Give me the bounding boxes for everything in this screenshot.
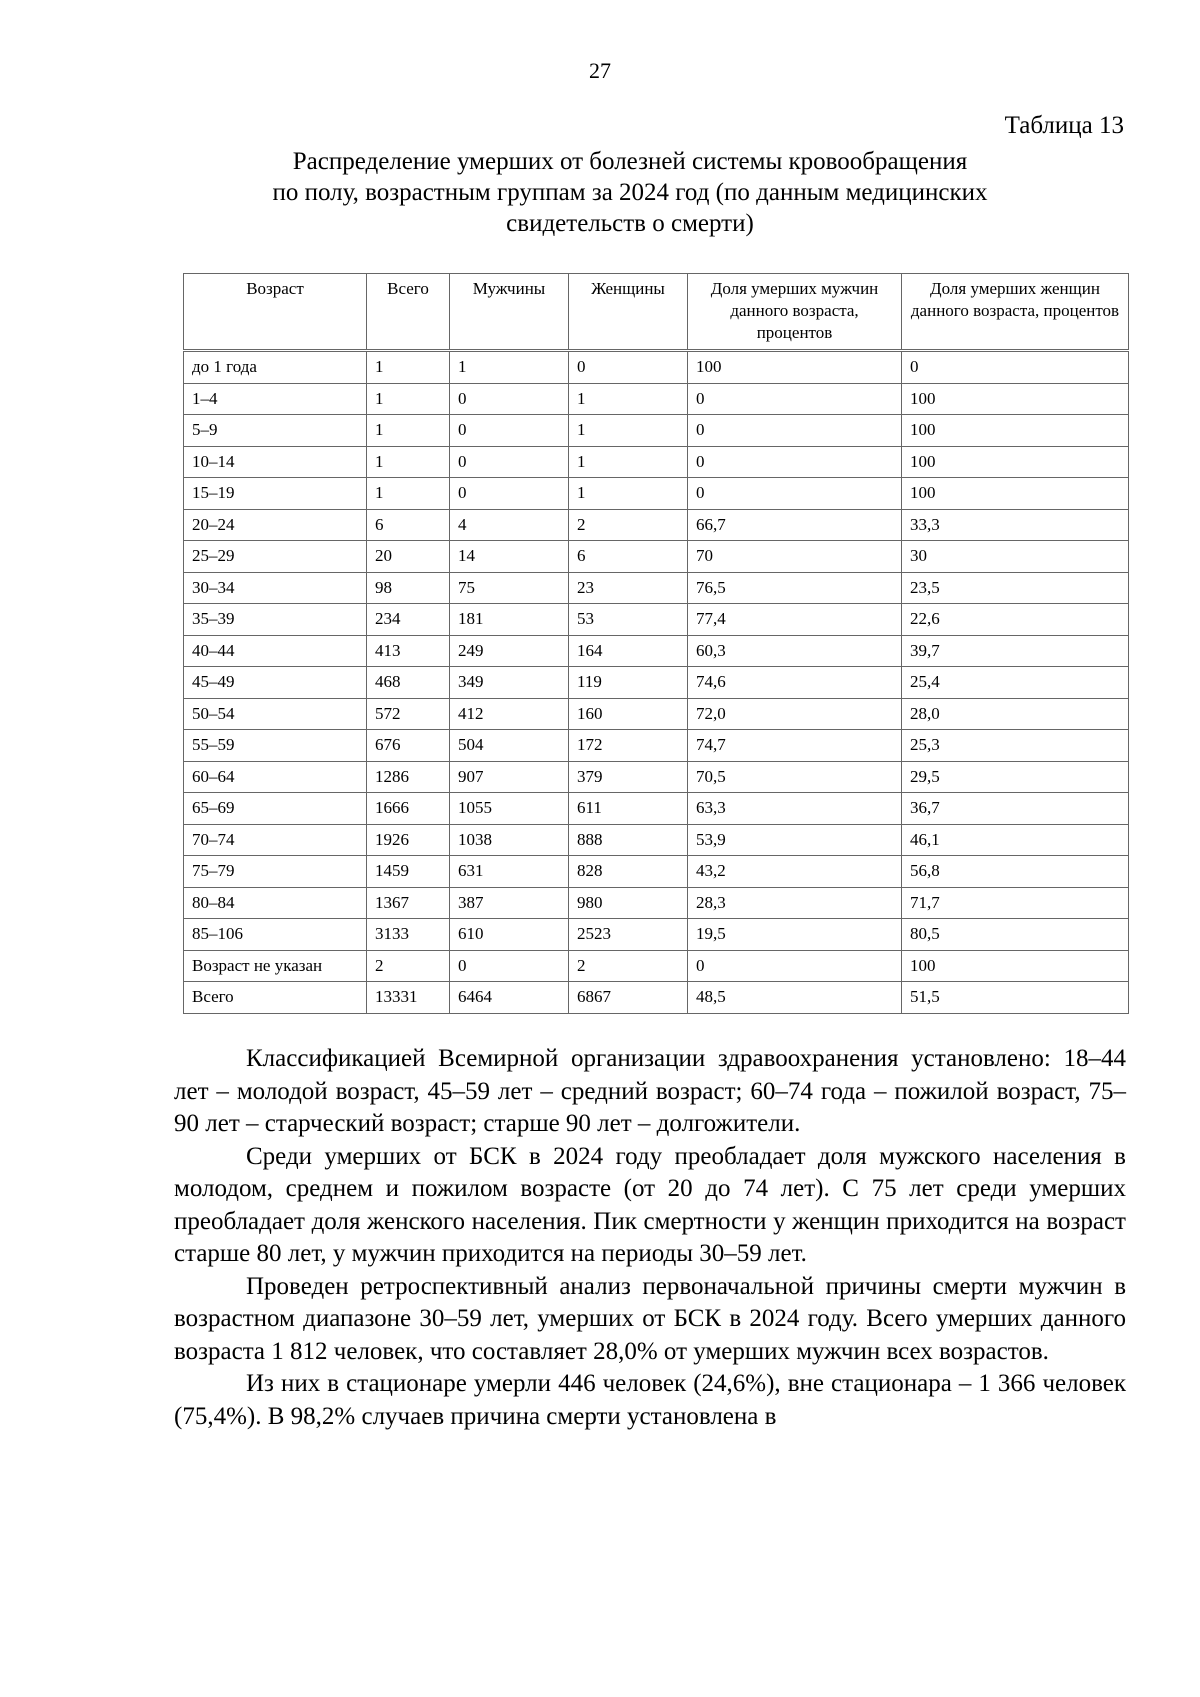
cell-men: 4 xyxy=(450,509,569,541)
cell-total: 1 xyxy=(367,351,450,384)
cell-women-share: 25,4 xyxy=(902,667,1129,699)
table-row xyxy=(184,950,1129,982)
cell-age: 50–54 xyxy=(184,698,367,730)
cell-men: 504 xyxy=(450,730,569,762)
cell-men-share: 74,6 xyxy=(688,667,902,699)
cell-men: 1038 xyxy=(450,824,569,856)
cell-total: 572 xyxy=(367,698,450,730)
cell-total: 13331 xyxy=(367,982,450,1014)
cell-age: 45–49 xyxy=(184,667,367,699)
cell-women: 611 xyxy=(569,793,688,825)
cell-age: до 1 года xyxy=(184,351,367,384)
table-label: Таблица 13 xyxy=(1004,112,1124,139)
cell-total: 1 xyxy=(367,383,450,415)
cell-men-share: 19,5 xyxy=(688,919,902,951)
table-row xyxy=(184,730,1129,762)
cell-men-share: 43,2 xyxy=(688,856,902,888)
cell-women-share: 100 xyxy=(902,950,1129,982)
cell-men-share: 48,5 xyxy=(688,982,902,1014)
cell-women-share: 51,5 xyxy=(902,982,1129,1014)
table-row xyxy=(184,478,1129,510)
cell-total: 1367 xyxy=(367,887,450,919)
cell-total: 2 xyxy=(367,950,450,982)
cell-men-share: 63,3 xyxy=(688,793,902,825)
cell-men: 631 xyxy=(450,856,569,888)
table-title-line: по полу, возрастным группам за 2024 год (по данным медицинских xyxy=(272,179,988,206)
cell-men-share: 66,7 xyxy=(688,509,902,541)
cell-women: 53 xyxy=(569,604,688,636)
cell-men-share: 74,7 xyxy=(688,730,902,762)
cell-age: 60–64 xyxy=(184,761,367,793)
table-title-line: свидетельств о смерти) xyxy=(506,210,754,237)
cell-women-share: 71,7 xyxy=(902,887,1129,919)
cell-total: 1666 xyxy=(367,793,450,825)
cell-men: 387 xyxy=(450,887,569,919)
table-row xyxy=(184,509,1129,541)
header-age: Возраст xyxy=(184,274,367,351)
cell-total: 6 xyxy=(367,509,450,541)
cell-total: 1926 xyxy=(367,824,450,856)
table-row xyxy=(184,761,1129,793)
cell-men: 412 xyxy=(450,698,569,730)
cell-age: 70–74 xyxy=(184,824,367,856)
cell-total: 20 xyxy=(367,541,450,573)
cell-age: 10–14 xyxy=(184,446,367,478)
table-title xyxy=(170,146,1090,239)
cell-women: 0 xyxy=(569,351,688,384)
table-row xyxy=(184,887,1129,919)
cell-men-share: 0 xyxy=(688,415,902,447)
table-row xyxy=(184,667,1129,699)
table-row xyxy=(184,856,1129,888)
cell-age: 65–69 xyxy=(184,793,367,825)
table-row xyxy=(184,572,1129,604)
cell-age: 5–9 xyxy=(184,415,367,447)
cell-age: 1–4 xyxy=(184,383,367,415)
cell-women: 23 xyxy=(569,572,688,604)
cell-women: 1 xyxy=(569,446,688,478)
cell-women-share: 25,3 xyxy=(902,730,1129,762)
paragraph: Из них в стационаре умерли 446 человек (24,6%), вне стационара – 1 366 человек (75,4%). В 98,2% случаев причина смерти установлена в xyxy=(174,1370,1126,1430)
cell-women: 172 xyxy=(569,730,688,762)
cell-men: 0 xyxy=(450,446,569,478)
cell-age: 85–106 xyxy=(184,919,367,951)
cell-women: 1 xyxy=(569,478,688,510)
table-row xyxy=(184,446,1129,478)
cell-total: 234 xyxy=(367,604,450,636)
cell-men-share: 60,3 xyxy=(688,635,902,667)
cell-men: 349 xyxy=(450,667,569,699)
table-row xyxy=(184,541,1129,573)
cell-women: 379 xyxy=(569,761,688,793)
table-row xyxy=(184,635,1129,667)
header-women: Женщины xyxy=(569,274,688,351)
cell-women-share: 80,5 xyxy=(902,919,1129,951)
cell-men: 0 xyxy=(450,950,569,982)
cell-men: 181 xyxy=(450,604,569,636)
cell-women-share: 39,7 xyxy=(902,635,1129,667)
body-text xyxy=(174,1043,1126,1433)
cell-women-share: 29,5 xyxy=(902,761,1129,793)
cell-men-share: 0 xyxy=(688,446,902,478)
cell-age: 25–29 xyxy=(184,541,367,573)
cell-total: 468 xyxy=(367,667,450,699)
cell-women-share: 100 xyxy=(902,446,1129,478)
cell-men: 75 xyxy=(450,572,569,604)
cell-men: 14 xyxy=(450,541,569,573)
cell-women: 2 xyxy=(569,509,688,541)
table-row xyxy=(184,919,1129,951)
header-total: Всего xyxy=(367,274,450,351)
cell-men-share: 70,5 xyxy=(688,761,902,793)
cell-women: 828 xyxy=(569,856,688,888)
cell-women-share: 22,6 xyxy=(902,604,1129,636)
cell-women-share: 56,8 xyxy=(902,856,1129,888)
header-men: Мужчины xyxy=(450,274,569,351)
cell-men: 1055 xyxy=(450,793,569,825)
cell-women: 888 xyxy=(569,824,688,856)
cell-women-share: 100 xyxy=(902,415,1129,447)
cell-men: 1 xyxy=(450,351,569,384)
page-number: 27 xyxy=(589,58,611,83)
cell-women-share: 36,7 xyxy=(902,793,1129,825)
cell-women: 160 xyxy=(569,698,688,730)
paragraph: Среди умерших от БСК в 2024 году преобладает доля мужского населения в молодом, среднем и пожилом возрасте (от 20 до 74 лет). С 75 лет среди умерших преобладает доля женского населения. Пик смертности у женщин приходится на возраст старше 80 лет, у мужчин приходится на периоды 30–59 лет. xyxy=(174,1142,1126,1267)
cell-men: 0 xyxy=(450,415,569,447)
cell-women-share: 23,5 xyxy=(902,572,1129,604)
cell-women: 6867 xyxy=(569,982,688,1014)
table-title-line: Распределение умерших от болезней системы кровообращения xyxy=(292,148,968,175)
cell-age: 15–19 xyxy=(184,478,367,510)
cell-men-share: 0 xyxy=(688,950,902,982)
cell-men-share: 0 xyxy=(688,478,902,510)
cell-age: 20–24 xyxy=(184,509,367,541)
cell-women: 2523 xyxy=(569,919,688,951)
table-row xyxy=(184,982,1129,1014)
cell-women: 6 xyxy=(569,541,688,573)
cell-women-share: 33,3 xyxy=(902,509,1129,541)
cell-women: 164 xyxy=(569,635,688,667)
cell-men: 610 xyxy=(450,919,569,951)
cell-age: 35–39 xyxy=(184,604,367,636)
cell-men-share: 100 xyxy=(688,351,902,384)
cell-women-share: 28,0 xyxy=(902,698,1129,730)
cell-men-share: 77,4 xyxy=(688,604,902,636)
cell-total: 98 xyxy=(367,572,450,604)
cell-women-share: 46,1 xyxy=(902,824,1129,856)
table-row xyxy=(184,351,1129,384)
cell-women: 980 xyxy=(569,887,688,919)
table-row xyxy=(184,383,1129,415)
cell-total: 1459 xyxy=(367,856,450,888)
paragraph: Классификацией Всемирной организации здравоохранения установлено: 18–44 лет – молодой возраст, 45–59 лет – средний возраст; 60–74 года – пожилой возраст, 75–90 лет – старческий возраст; старше 90 лет – долгожители. xyxy=(174,1045,1126,1137)
table-row xyxy=(184,415,1129,447)
table-header-row xyxy=(184,274,1129,351)
cell-age: 40–44 xyxy=(184,635,367,667)
cell-women: 2 xyxy=(569,950,688,982)
cell-age: Возраст не указан xyxy=(184,950,367,982)
cell-total: 1 xyxy=(367,446,450,478)
mortality-table xyxy=(183,273,1129,1014)
cell-men-share: 70 xyxy=(688,541,902,573)
cell-men-share: 76,5 xyxy=(688,572,902,604)
cell-total: 413 xyxy=(367,635,450,667)
table-row xyxy=(184,824,1129,856)
cell-women-share: 30 xyxy=(902,541,1129,573)
cell-women: 1 xyxy=(569,383,688,415)
cell-total: 676 xyxy=(367,730,450,762)
cell-age: Всего xyxy=(184,982,367,1014)
table-body xyxy=(184,351,1129,1014)
paragraph: Проведен ретроспективный анализ первоначальной причины смерти мужчин в возрастном диапазоне 30–59 лет, умерших от БСК в 2024 году. Всего умерших данного возраста 1 812 человек, что составляет 28,0% от умерших мужчин всех возрастов. xyxy=(174,1272,1126,1365)
table-row xyxy=(184,793,1129,825)
table-row xyxy=(184,698,1129,730)
cell-total: 3133 xyxy=(367,919,450,951)
cell-men: 0 xyxy=(450,478,569,510)
cell-men: 6464 xyxy=(450,982,569,1014)
cell-men-share: 53,9 xyxy=(688,824,902,856)
cell-men: 907 xyxy=(450,761,569,793)
cell-total: 1 xyxy=(367,415,450,447)
cell-age: 55–59 xyxy=(184,730,367,762)
cell-women: 119 xyxy=(569,667,688,699)
cell-men-share: 72,0 xyxy=(688,698,902,730)
cell-women-share: 100 xyxy=(902,478,1129,510)
cell-men: 0 xyxy=(450,383,569,415)
cell-age: 80–84 xyxy=(184,887,367,919)
cell-men-share: 0 xyxy=(688,383,902,415)
table-row xyxy=(184,604,1129,636)
cell-total: 1286 xyxy=(367,761,450,793)
cell-men-share: 28,3 xyxy=(688,887,902,919)
cell-women-share: 0 xyxy=(902,351,1129,384)
cell-total: 1 xyxy=(367,478,450,510)
cell-age: 75–79 xyxy=(184,856,367,888)
cell-women: 1 xyxy=(569,415,688,447)
cell-men: 249 xyxy=(450,635,569,667)
cell-women-share: 100 xyxy=(902,383,1129,415)
cell-age: 30–34 xyxy=(184,572,367,604)
header-men-share: Доля умерших мужчин данного возраста, процентов xyxy=(688,274,902,351)
header-women-share: Доля умерших женщин данного возраста, процентов xyxy=(902,274,1129,351)
